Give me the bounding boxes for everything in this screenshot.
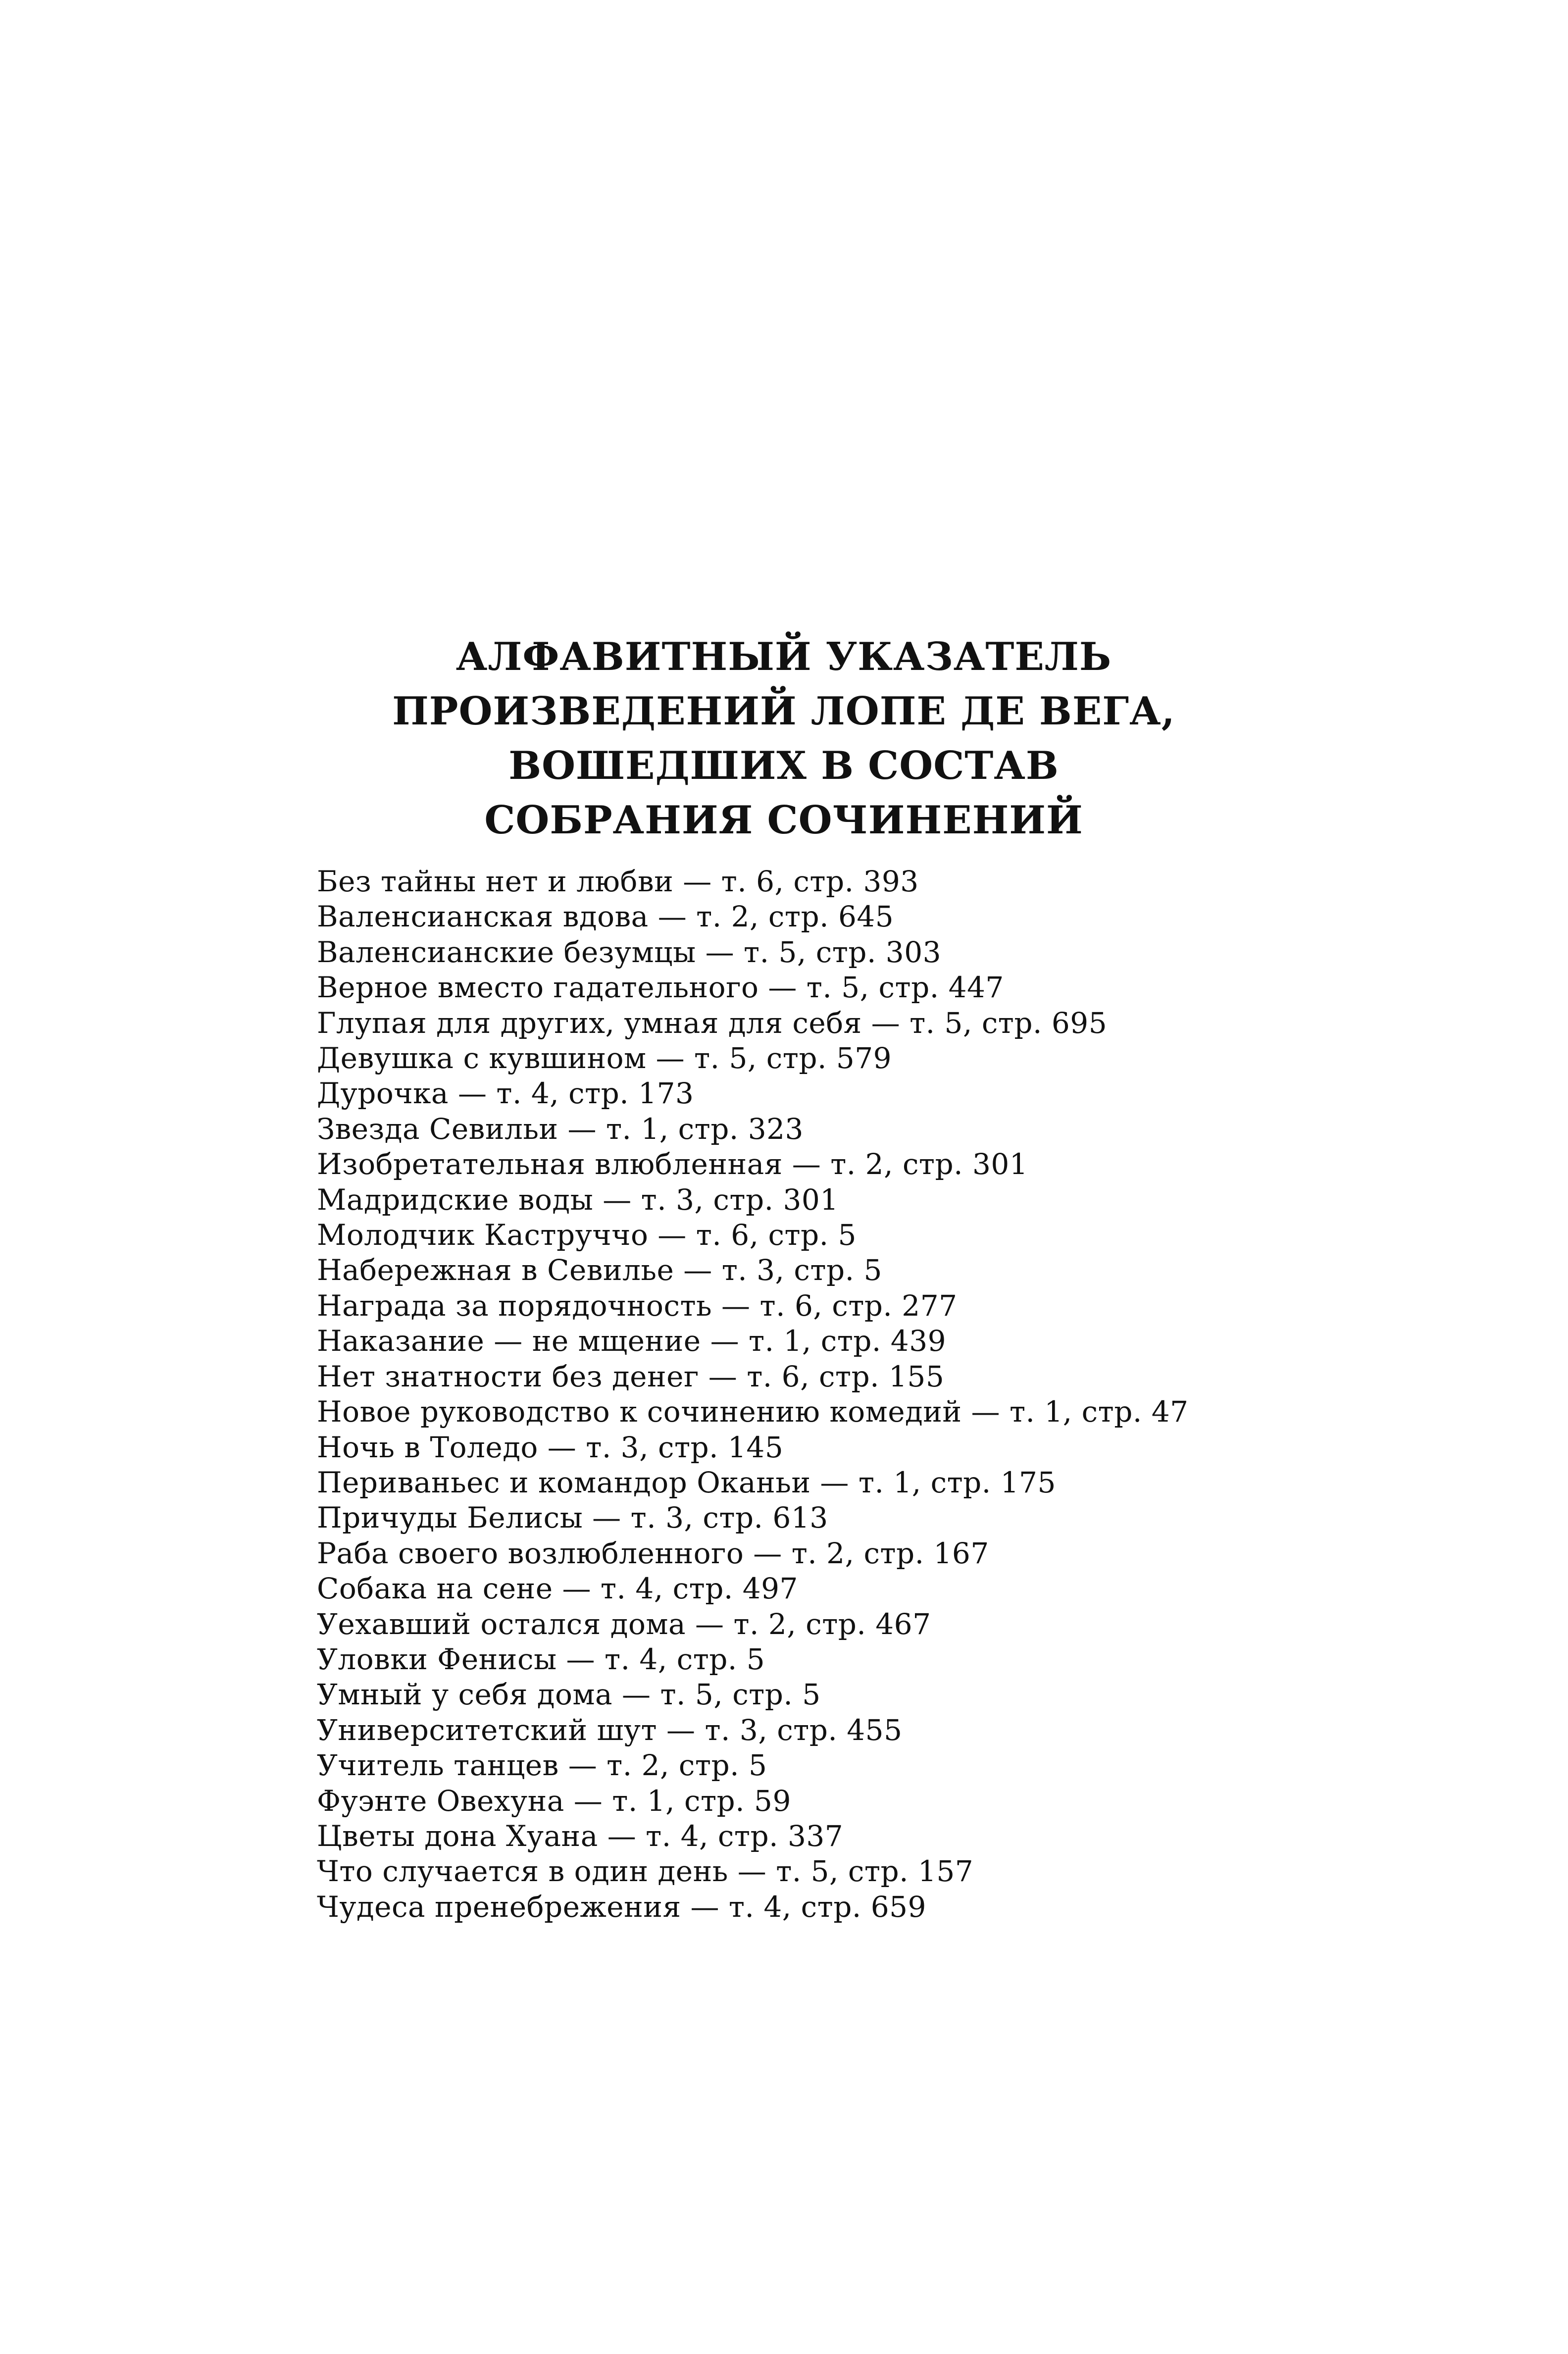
index-entry: Молодчик Каструччо — т. 6, стр. 5 bbox=[317, 1218, 857, 1252]
index-entry: Ночь в Толедо — т. 3, стр. 145 bbox=[317, 1430, 784, 1464]
index-entry: Нет знатности без денег — т. 6, стр. 155 bbox=[317, 1359, 945, 1393]
index-entry: Глупая для других, умная для себя — т. 5, стр. 695 bbox=[317, 1006, 1108, 1040]
index-entry: Фуэнте Овехуна — т. 1, стр. 59 bbox=[317, 1784, 791, 1818]
index-entry: Изобретательная влюбленная — т. 2, стр. 301 bbox=[317, 1147, 1028, 1181]
heading-line-2: ПРОИЗВЕДЕНИЙ ЛОПЕ ДЕ ВЕГА, bbox=[392, 689, 1175, 734]
index-entry: Периваньес и командор Оканьи — т. 1, стр. 175 bbox=[317, 1465, 1056, 1499]
index-entry: Награда за порядочность — т. 6, стр. 277 bbox=[317, 1288, 958, 1323]
index-entry: Университетский шут — т. 3, стр. 455 bbox=[317, 1713, 903, 1747]
works-index-list bbox=[317, 864, 1357, 1925]
index-entry: Девушка с кувшином — т. 5, стр. 579 bbox=[317, 1041, 892, 1075]
index-entry: Наказание — не мщение — т. 1, стр. 439 bbox=[317, 1324, 947, 1358]
index-entry: Причуды Белисы — т. 3, стр. 613 bbox=[317, 1501, 828, 1535]
index-entry: Учитель танцев — т. 2, стр. 5 bbox=[317, 1748, 767, 1783]
index-entry: Чудеса пренебрежения — т. 4, стр. 659 bbox=[317, 1890, 926, 1924]
index-entry: Что случается в один день — т. 5, стр. 157 bbox=[317, 1854, 974, 1889]
index-entry: Собака на сене — т. 4, стр. 497 bbox=[317, 1572, 798, 1606]
heading-line-4: СОБРАНИЯ СОЧИНЕНИЙ bbox=[484, 798, 1083, 843]
index-entry: Валенсианские безумцы — т. 5, стр. 303 bbox=[317, 935, 942, 969]
index-entry: Раба своего возлюбленного — т. 2, стр. 167 bbox=[317, 1536, 989, 1570]
index-entry: Верное вместо гадательного — т. 5, стр. 447 bbox=[317, 971, 1004, 1005]
index-entry: Мадридские воды — т. 3, стр. 301 bbox=[317, 1182, 839, 1217]
index-entry: Цветы дона Хуана — т. 4, стр. 337 bbox=[317, 1819, 844, 1853]
index-entry: Новое руководство к сочинению комедий — т. 1, стр. 47 bbox=[317, 1395, 1189, 1429]
heading-line-3: ВОШЕДШИХ В СОСТАВ bbox=[508, 743, 1059, 789]
index-entry: Дурочка — т. 4, стр. 173 bbox=[317, 1076, 694, 1111]
index-entry: Валенсианская вдова — т. 2, стр. 645 bbox=[317, 900, 894, 934]
index-heading bbox=[388, 630, 1180, 848]
index-entry: Без тайны нет и любви — т. 6, стр. 393 bbox=[317, 865, 919, 898]
index-entry: Уехавший остался дома — т. 2, стр. 467 bbox=[317, 1607, 931, 1641]
index-entry: Набережная в Севилье — т. 3, стр. 5 bbox=[317, 1253, 882, 1287]
heading-line-1: АЛФАВИТНЫЙ УКАЗАТЕЛЬ bbox=[455, 634, 1112, 680]
index-entry: Умный у себя дома — т. 5, стр. 5 bbox=[317, 1678, 821, 1712]
index-entry: Звезда Севильи — т. 1, стр. 323 bbox=[317, 1112, 804, 1146]
index-entry: Уловки Фенисы — т. 4, стр. 5 bbox=[317, 1642, 765, 1676]
